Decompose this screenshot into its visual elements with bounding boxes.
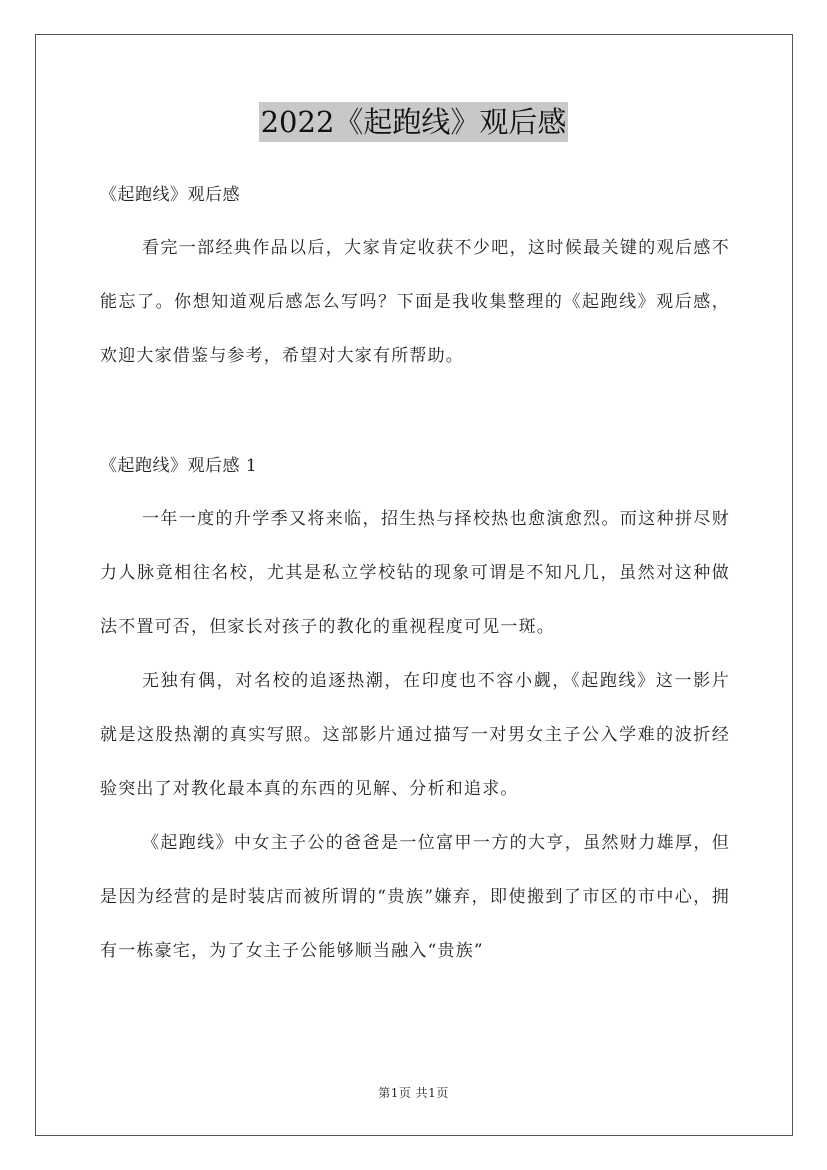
section1-paragraph: 无独有偶，对名校的追逐热潮，在印度也不容小觑，《起跑线》这一影片就是这股热潮的真实写照。这部影片通过描写一对男女主子公入学难的波折经验突出了对教化最本真的东西的见解、分析和追求。 xyxy=(100,671,730,799)
section1-heading: 《起跑线》观后感 1 xyxy=(100,456,258,476)
section1-body xyxy=(100,492,730,978)
intro-paragraph xyxy=(100,221,730,383)
intro-heading: 《起跑线》观后感 xyxy=(100,185,240,205)
section1-paragraph: 《起跑线》中女主子公的爸爸是一位富甲一方的大亨，虽然财力雄厚，但是因为经营的是时装店而被所谓的“贵族”嫌弃，即使搬到了市区的市中心，拥有一栋豪宅，为了女主子公能够顺当融入“贵族” xyxy=(100,833,730,961)
section1-paragraph: 一年一度的升学季又将来临，招生热与择校热也愈演愈烈。而这种拼尽财力人脉竟相往名校，尤其是私立学校钻的现象可谓是不知凡几，虽然对这种做法不置可否，但家长对孩子的教化的重视程度可见一斑。 xyxy=(100,509,730,637)
title-wrap xyxy=(0,102,827,142)
page-footer: 第1页 共1页 xyxy=(378,1086,449,1100)
document-title: 2022《起跑线》观后感 xyxy=(259,102,569,142)
intro-paragraph-text: 看完一部经典作品以后，大家肯定收获不少吧，这时候最关键的观后感不能忘了。你想知道观后感怎么写吗？下面是我收集整理的《起跑线》观后感，欢迎大家借鉴与参考，希望对大家有所帮助。 xyxy=(100,238,730,366)
